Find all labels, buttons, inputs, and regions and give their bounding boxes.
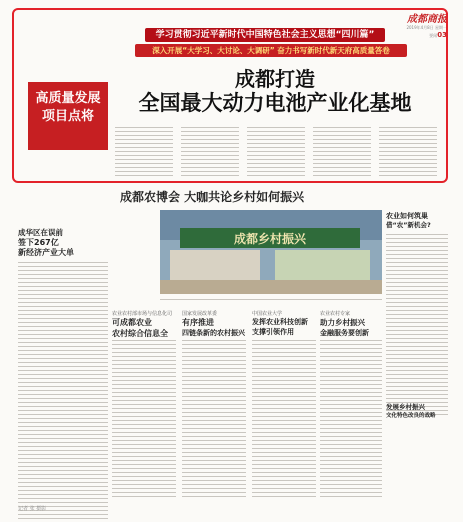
- subhead-5: [386, 402, 448, 419]
- subhead-1-kicker: 农业农村部市场与信息化司: [112, 311, 173, 317]
- subhead-1-line-a: 可成都农业: [112, 318, 152, 327]
- right-story-title-2: 借“农”新机会?: [386, 221, 431, 229]
- banner-line-2: 深入开展“大学习、大讨论、大调研” 奋力书写新时代新天府高质量答卷: [135, 44, 407, 57]
- right-story: [386, 212, 448, 418]
- subhead-1: [112, 310, 178, 339]
- text-column: [182, 340, 246, 392]
- topic-banner: [105, 20, 439, 60]
- subhead-2-line-b: 四链条新的农村振兴: [182, 329, 245, 337]
- headline-line-1: 成都打造: [235, 67, 315, 91]
- page-label: 要闻: [429, 33, 438, 38]
- text-column: [379, 127, 437, 179]
- text-column: [252, 340, 316, 392]
- subhead-1-line-b: 农村综合信息全: [112, 329, 168, 338]
- newspaper-logo: 成都商报: [407, 14, 447, 25]
- second-headline: 成都农博会 大咖共论乡村如何振兴: [120, 190, 305, 204]
- column-label-line-1: 高质量发展: [35, 91, 101, 106]
- subhead-2: [182, 310, 248, 338]
- text-column: [247, 127, 305, 179]
- left-story-title-3: 新经济产业大单: [18, 248, 74, 257]
- subhead-2-line-a: 有序推进: [182, 318, 214, 327]
- text-column: [181, 127, 239, 179]
- footer-note: 记者 张 摄影: [18, 506, 47, 512]
- text-column: [320, 340, 382, 392]
- column-label-line-2: 项目点将: [41, 109, 94, 124]
- expo-photo: [160, 210, 382, 294]
- subhead-4: [320, 310, 382, 338]
- text-column: [115, 127, 173, 179]
- subhead-5-line-b: 文化特色改良的战略: [386, 413, 436, 419]
- headline-line-2: 全国最大动力电池产业化基地: [138, 91, 412, 115]
- subhead-4-line-a: 助力乡村振兴: [320, 318, 365, 327]
- text-column: [112, 340, 176, 392]
- subhead-5-line-a: 发展乡村振兴: [386, 403, 425, 411]
- left-story: [18, 228, 108, 522]
- main-headline: [115, 68, 435, 115]
- left-story-body: [18, 262, 108, 522]
- subhead-3-line-b: 支撑引领作用: [252, 328, 294, 336]
- text-column: [313, 127, 371, 179]
- column-label: [28, 82, 108, 150]
- right-story-body: [386, 234, 448, 415]
- page-no: 03: [437, 31, 447, 39]
- subhead-3: [252, 310, 318, 337]
- photo-caption: [160, 295, 382, 305]
- issue-date: 2019年4月8日 星期一: [406, 25, 447, 30]
- subhead-3-kicker: 中国农业大学: [252, 311, 283, 317]
- subhead-4-kicker: 农业农村专家: [320, 311, 351, 317]
- subhead-4-line-b: 金融服务要创新: [320, 329, 369, 337]
- subhead-3-line-a: 发挥农业科技创新: [252, 318, 308, 326]
- expo-hall-image: [160, 210, 382, 294]
- banner-line-1: 学习贯彻习近平新时代中国特色社会主义思想“四川篇”: [145, 28, 385, 42]
- left-story-title-2: 签下267亿: [18, 238, 59, 247]
- article-body-columns: [115, 127, 440, 179]
- sign-text: 成都乡村振兴: [233, 232, 307, 246]
- right-story-title-1: 农业如何筑巢: [386, 212, 428, 220]
- subhead-2-kicker: 国家发展改革委: [182, 311, 218, 317]
- left-story-title-1: 成华区在误前: [18, 228, 63, 237]
- lower-columns: [112, 340, 382, 500]
